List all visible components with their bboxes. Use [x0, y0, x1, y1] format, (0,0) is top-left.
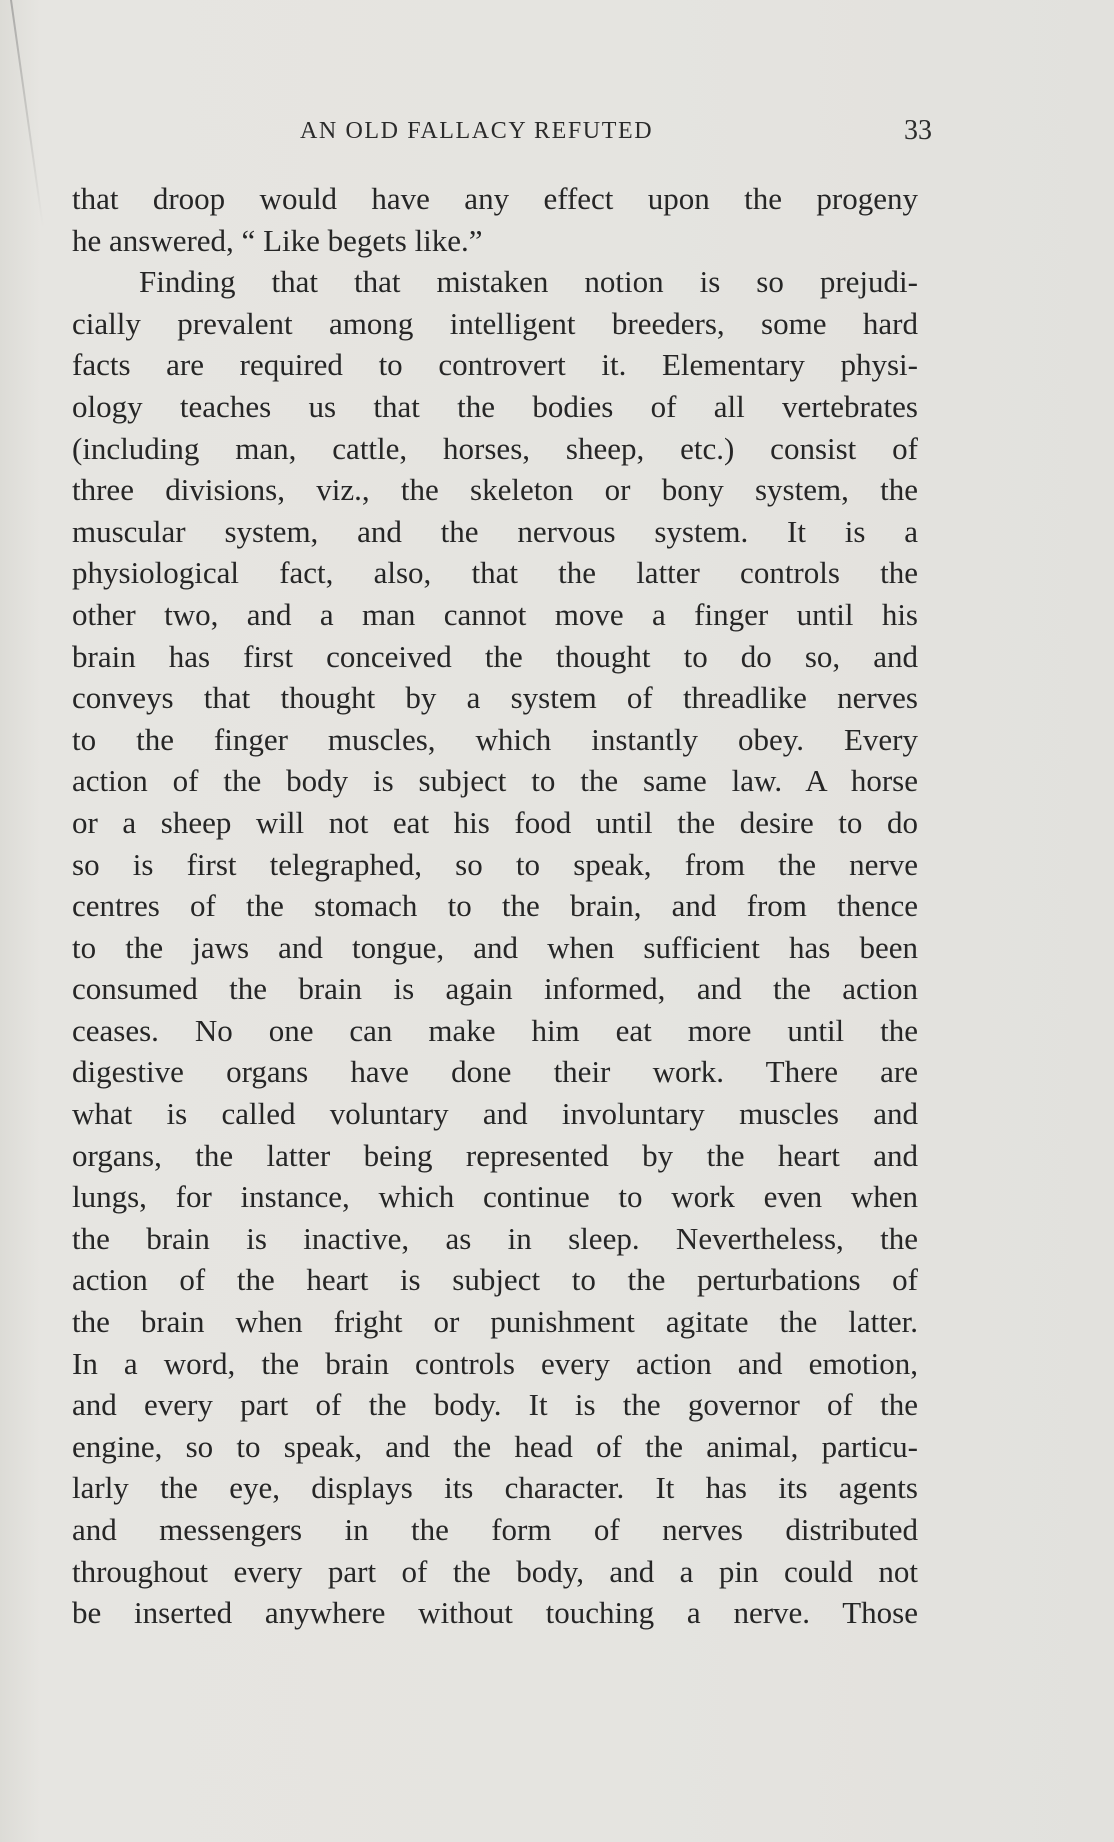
text-line: consumed the brain is again informed, and the action	[72, 971, 918, 1007]
text-line: Finding that that mistaken notion is so prejudi-	[139, 264, 918, 300]
text-line: or a sheep will not eat his food until the desire to do	[72, 804, 918, 840]
page-edge-shadow	[10, 0, 44, 228]
text-line: (including man, cattle, horses, sheep, etc.) consist of	[72, 430, 918, 466]
text-line: be inserted anywhere without touching a nerve. Those	[72, 1595, 918, 1631]
text-line: larly the eye, displays its character. It has its agents	[72, 1470, 918, 1506]
text-line: and every part of the body. It is the governor of the	[72, 1387, 918, 1423]
body-text	[72, 178, 918, 1634]
text-line: the brain when fright or punishment agitate the latter.	[72, 1304, 918, 1340]
text-line: facts are required to controvert it. Elementary physi-	[72, 347, 918, 383]
text-line: physiological fact, also, that the latter controls the	[72, 555, 918, 591]
text-line: muscular system, and the nervous system. It is a	[72, 513, 918, 549]
text-line: ceases. No one can make him eat more until the	[72, 1012, 918, 1048]
running-head	[72, 115, 932, 154]
page-number: 33	[904, 115, 932, 146]
text-line: In a word, the brain controls every action and emotion,	[72, 1345, 918, 1381]
text-line: conveys that thought by a system of threadlike nerves	[72, 680, 918, 716]
text-line: so is first telegraphed, so to speak, from the nerve	[72, 846, 918, 882]
text-line: engine, so to speak, and the head of the animal, particu-	[72, 1428, 918, 1464]
text-line: and messengers in the form of nerves distributed	[72, 1512, 918, 1547]
text-line: three divisions, viz., the skeleton or bony system, the	[72, 472, 918, 508]
text-line: to the finger muscles, which instantly obey. Every	[72, 721, 918, 757]
text-line: what is called voluntary and involuntary muscles and	[72, 1096, 918, 1132]
text-line: lungs, for instance, which continue to work even when	[72, 1179, 918, 1215]
text-line: that droop would have any effect upon the progeny	[72, 181, 918, 216]
text-line: ology teaches us that the bodies of all vertebrates	[72, 388, 918, 424]
text-line: digestive organs have done their work. There are	[72, 1054, 918, 1090]
text-line: centres of the stomach to the brain, and from thence	[72, 888, 918, 924]
text-line: brain has first conceived the thought to do so, and	[72, 638, 918, 674]
text-line: action of the heart is subject to the perturbations of	[72, 1262, 918, 1298]
text-line: cially prevalent among intelligent breeders, some hard	[72, 305, 918, 341]
text-line: organs, the latter being represented by the heart and	[72, 1137, 918, 1173]
text-line: action of the body is subject to the same law. A horse	[72, 763, 918, 799]
running-head-title: AN OLD FALLACY REFUTED	[300, 118, 654, 144]
text-line: the brain is inactive, as in sleep. Nevertheless, the	[72, 1220, 918, 1256]
text-line: he answered, “ Like begets like.”	[72, 222, 483, 258]
text-line: to the jaws and tongue, and when sufficient has been	[72, 929, 918, 965]
text-line: throughout every part of the body, and a pin could not	[72, 1553, 918, 1589]
text-line: other two, and a man cannot move a finger until his	[72, 596, 918, 632]
